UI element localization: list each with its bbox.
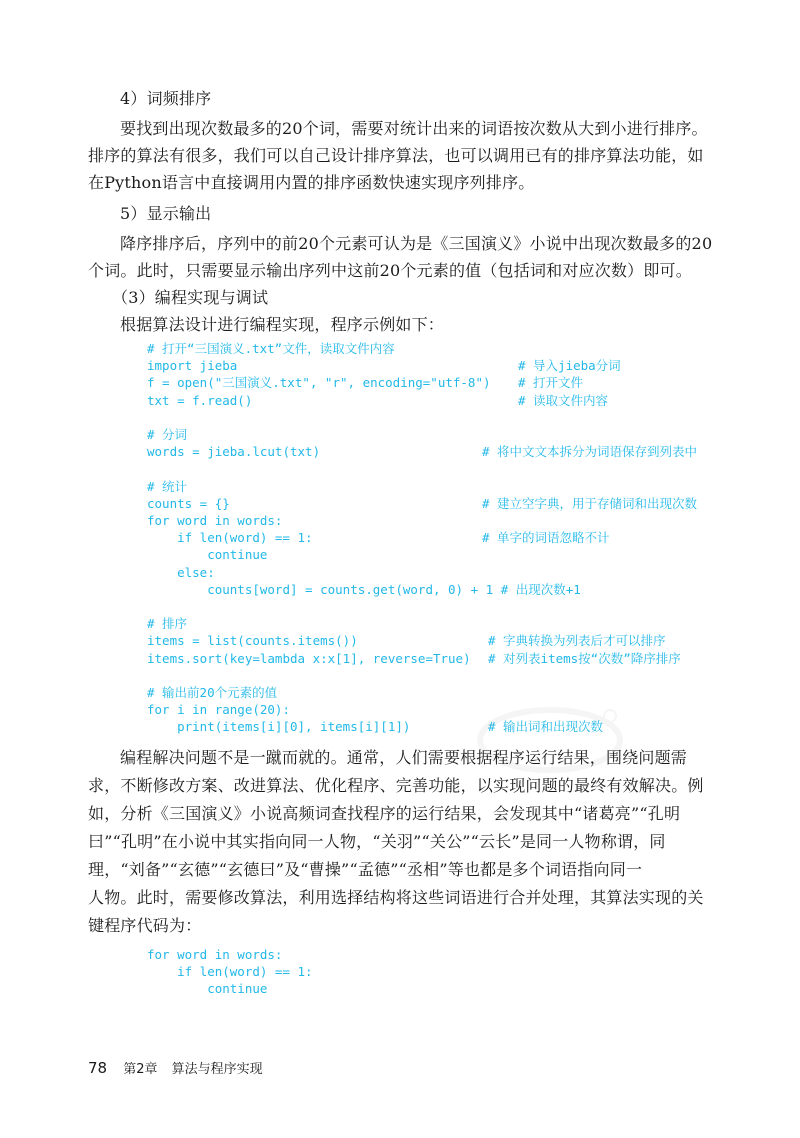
code-comment: # 单字的词语忽略不计 <box>482 530 610 546</box>
code-line <box>0 512 800 529</box>
section-heading-display-output: 5）显示输出 <box>120 204 212 223</box>
code-line <box>0 632 800 649</box>
code-line <box>0 598 800 615</box>
code-line <box>0 946 800 963</box>
chapter-label: 第2章 <box>123 1062 158 1077</box>
paragraph-line: 排序的算法有很多，我们可以自己设计排序算法，也可以调用已有的排序算法功能，如 <box>88 146 704 165</box>
code-line <box>0 667 800 684</box>
code-text: items.sort(key=lambda x:x[1], reverse=True) <box>147 650 471 666</box>
code-line <box>0 615 800 632</box>
code-text: # 统计 <box>147 478 188 494</box>
code-line <box>0 357 800 374</box>
code-text: counts = {} <box>147 495 230 511</box>
paragraph-line: 个词。此时，只需要显示输出序列中这前20个元素的值（包括词和对应次数）即可。 <box>88 261 692 280</box>
code-text: # 分词 <box>147 427 188 442</box>
code-line <box>0 529 800 546</box>
code-text: # 输出前20个元素的值 <box>147 685 278 700</box>
code-comment: # 输出词和出现次数 <box>488 719 604 735</box>
code-line <box>0 701 800 718</box>
code-line <box>0 460 800 477</box>
code-comment: # 对列表items按“次数”降序排序 <box>488 650 681 666</box>
code-line <box>0 581 800 598</box>
paragraph-line: 人物。此时，需要修改算法，利用选择结构将这些词语进行合并处理，其算法实现的关 <box>88 888 704 907</box>
paragraph-line: 在Python语言中直接调用内置的排序函数快速实现序列排序。 <box>88 173 535 192</box>
paragraph-line: 编程解决问题不是一蹴而就的。通常，人们需要根据程序运行结果，围绕问题需 <box>120 748 688 767</box>
section-heading-programming: （3）编程实现与调试 <box>112 288 269 307</box>
code-line <box>0 443 800 460</box>
chapter-title: 算法与程序实现 <box>171 1062 263 1077</box>
code-comment: # 读取文件内容 <box>518 392 609 408</box>
code-line <box>0 684 800 701</box>
code-line <box>0 426 800 443</box>
code-comment: # 将中文文本拆分为词语保存到列表中 <box>482 444 698 460</box>
paragraph-line: 降序排序后，序列中的前20个元素可认为是《三国演义》小说中出现次数最多的20 <box>120 234 713 253</box>
page-footer <box>88 1058 263 1077</box>
code-text: else: <box>147 564 215 580</box>
code-text: txt = f.read() <box>147 392 253 408</box>
code-line <box>0 564 800 581</box>
code-text: for word in words: <box>147 513 283 528</box>
code-line <box>0 963 800 980</box>
code-line <box>0 650 800 667</box>
paragraph-line: 曰”“孔明”在小说中其实指向同一人物，“关羽”“关公”“云长”是同一人物称谓，同 <box>88 832 666 851</box>
code-comment: # 建立空字典，用于存储词和出现次数 <box>482 495 698 511</box>
code-comment: # 字典转换为列表后才可以排序 <box>488 633 666 649</box>
code-text: import jieba <box>147 358 238 374</box>
code-line <box>0 980 800 997</box>
code-text: words = jieba.lcut(txt) <box>147 444 321 460</box>
code-line <box>0 478 800 495</box>
paragraph-line: 要找到出现次数最多的20个词，需要对统计出来的词语按次数从大到小进行排序。 <box>120 119 708 138</box>
code-text: print(items[i][0], items[i][1]) <box>147 719 411 735</box>
code-text: counts[word] = counts.get(word, 0) + 1 # 出现次数+1 <box>147 581 581 597</box>
code-line <box>0 718 800 735</box>
page-number: 78 <box>88 1059 108 1077</box>
paragraph-line: 键程序代码为： <box>88 916 202 935</box>
code-text: # 排序 <box>147 616 188 632</box>
paragraph-line: 求，不断修改方案、改进算法、优化程序、完善功能，以实现问题的最终有效解决。例 <box>88 776 704 795</box>
code-line <box>0 495 800 512</box>
paragraph-line: 理，“刘备”“玄德”“玄德曰”及“曹操”“孟德”“丞相”等也都是多个词语指向同一 <box>88 860 643 879</box>
code-line <box>0 340 800 357</box>
paragraph-line: 根据算法设计进行编程实现，程序示例如下： <box>120 315 445 334</box>
code-line <box>0 409 800 426</box>
code-text: for word in words: <box>147 947 283 962</box>
section-heading-word-frequency-sort: 4）词频排序 <box>120 89 212 108</box>
code-line <box>0 374 800 391</box>
code-comment: # 导入jieba分词 <box>518 358 621 374</box>
code-text: if len(word) == 1: <box>147 964 313 980</box>
paragraph-line: 如，分析《三国演义》小说高频词查找程序的运行结果，会发现其中“诸葛亮”“孔明 <box>88 804 681 823</box>
code-line <box>0 392 800 409</box>
code-text: if len(word) == 1: <box>147 530 313 546</box>
code-text: f = open("三国演义.txt", "r", encoding="utf-8") <box>147 375 491 391</box>
code-text: continue <box>147 547 268 563</box>
code-comment: # 打开文件 <box>518 375 584 391</box>
code-text: # 打开“三国演义.txt”文件，读取文件内容 <box>147 341 395 356</box>
code-line <box>0 546 800 563</box>
code-text: continue <box>147 981 268 997</box>
code-text: items = list(counts.items()) <box>147 633 358 649</box>
code-text: for i in range(20): <box>147 702 290 718</box>
